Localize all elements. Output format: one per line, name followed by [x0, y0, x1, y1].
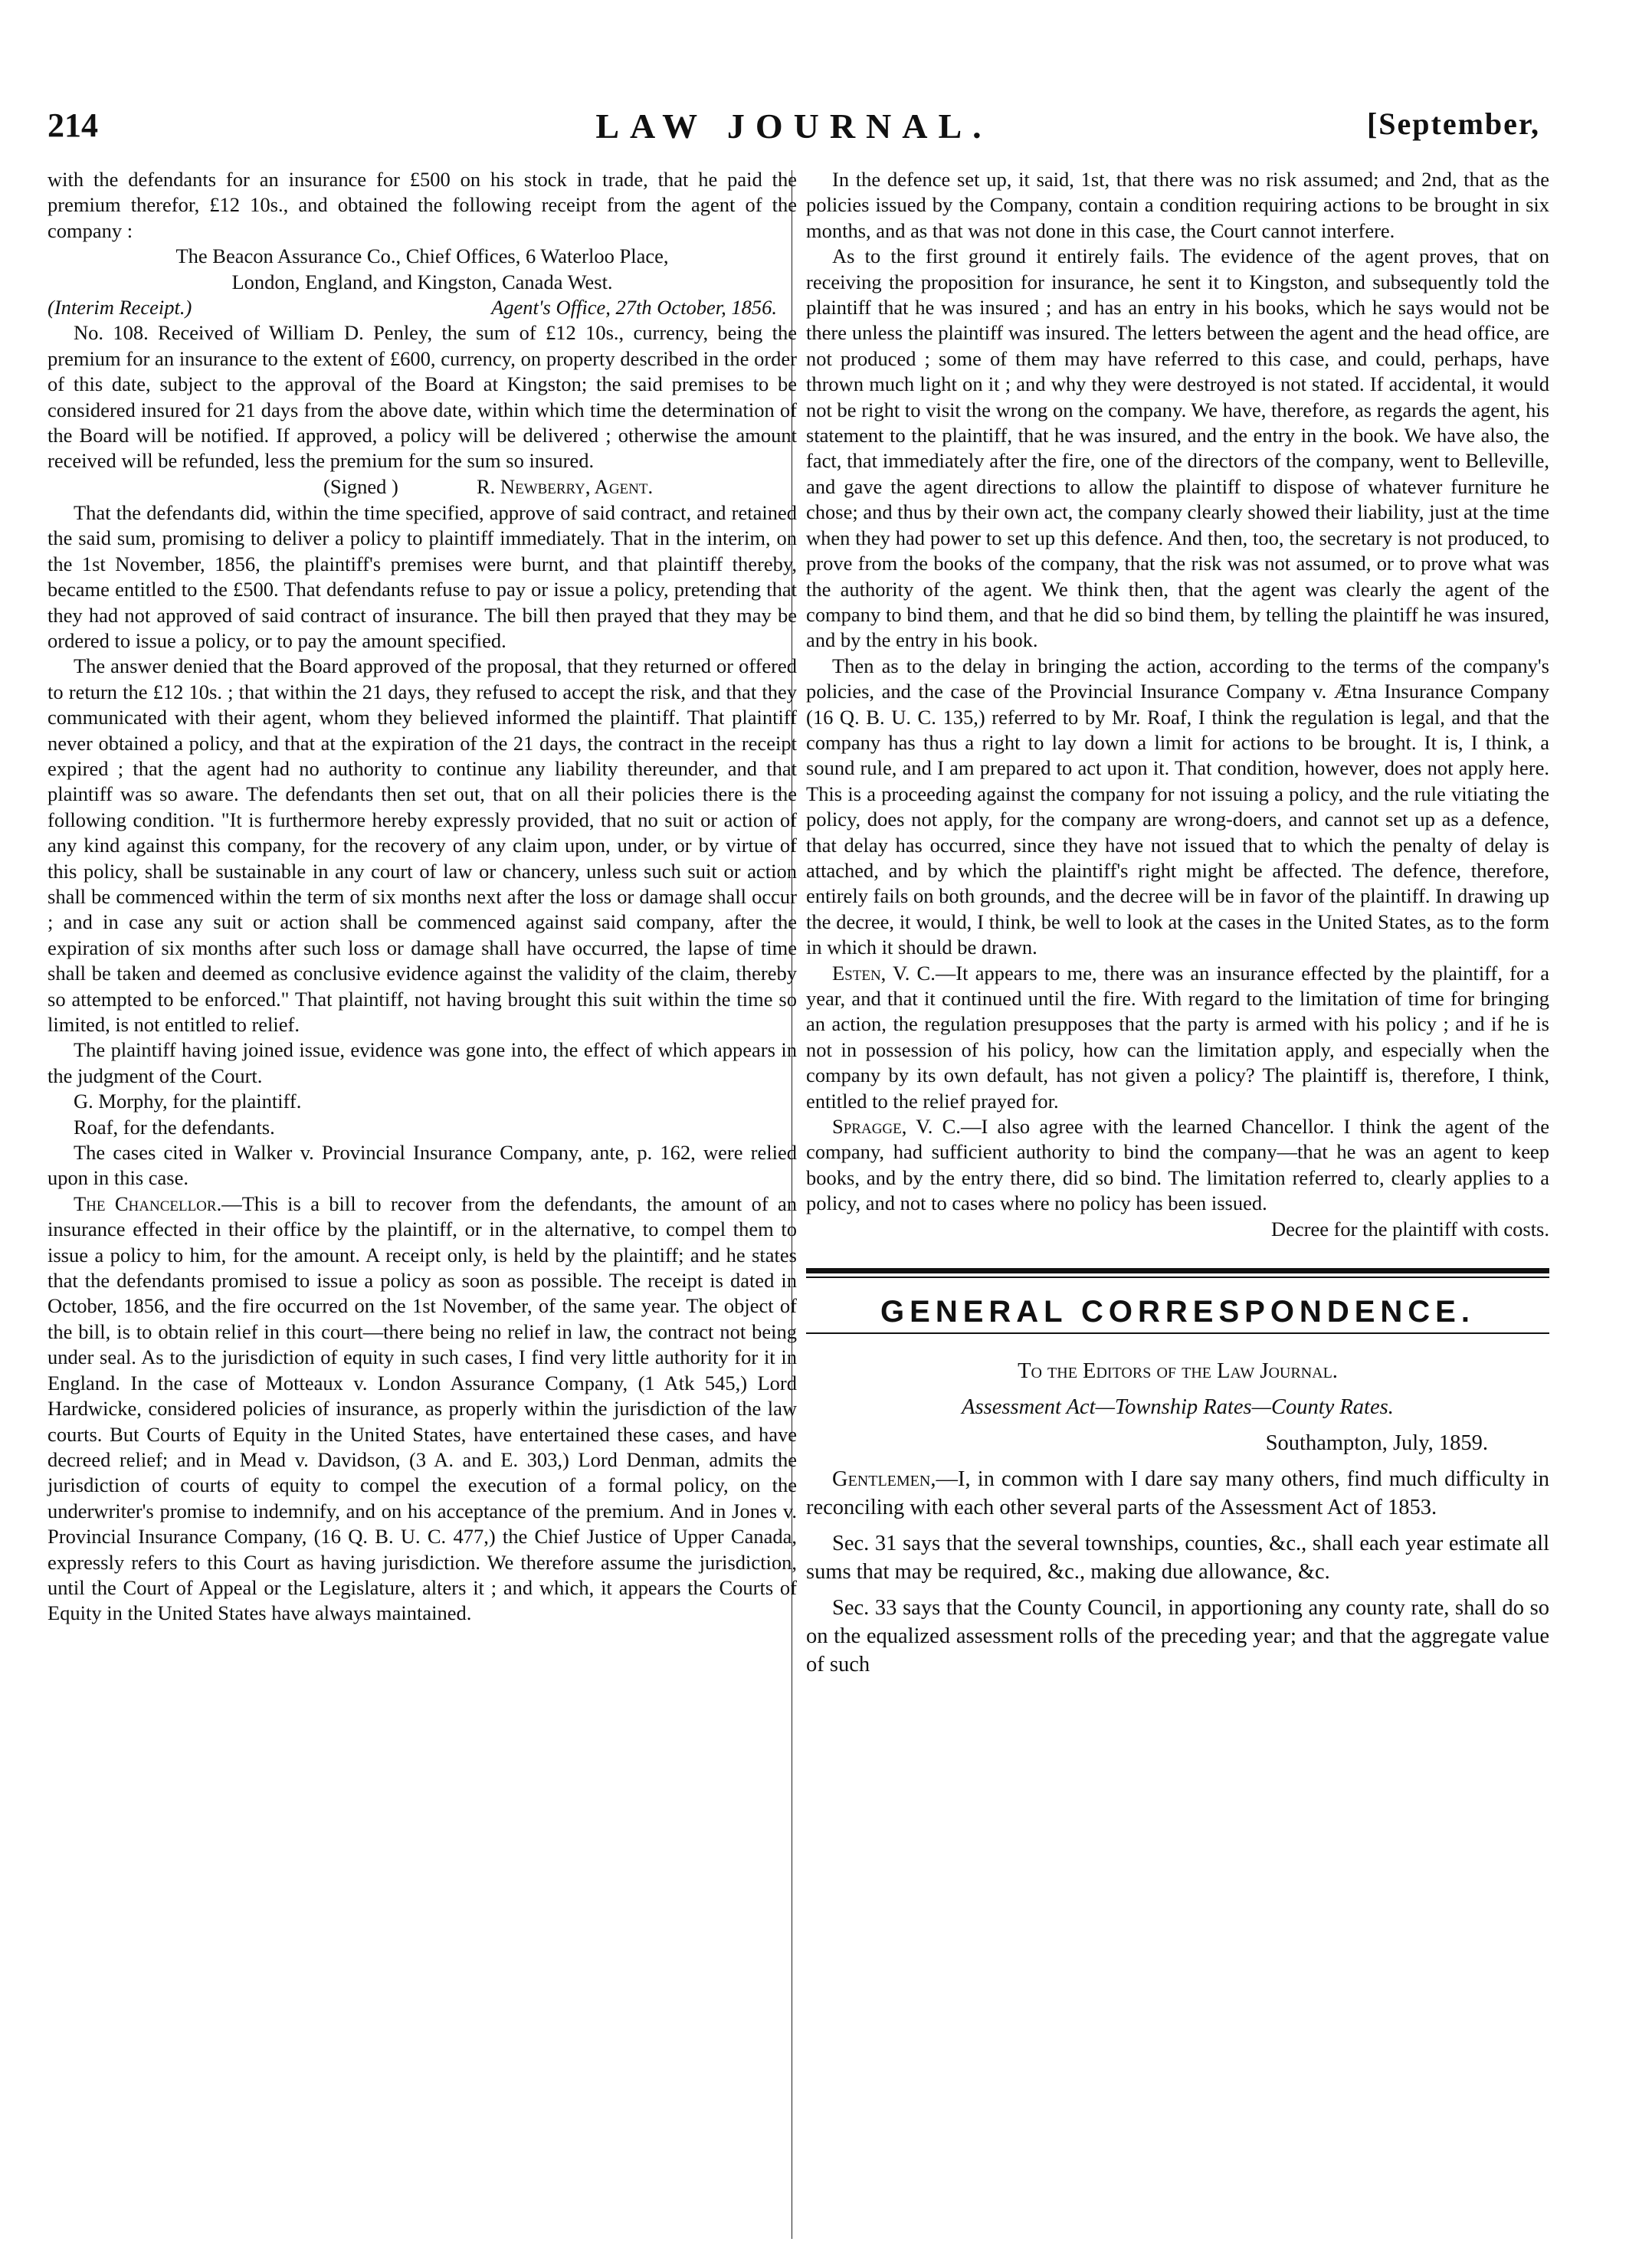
judge-name: Esten, V. C.	[832, 961, 936, 985]
letter-place-date: Southampton, July, 1859.	[1265, 1431, 1488, 1456]
receipt-address-line-1: The Beacon Assurance Co., Chief Offices, 6 Waterloo Place,	[175, 244, 669, 268]
paragraph: The plaintiff having joined issue, evidence was gone into, the effect of which appears in the judgment of the Court.	[48, 1038, 797, 1087]
page-header	[48, 106, 1540, 159]
letter-address: To the Editors of the Law Journal.	[1018, 1359, 1338, 1384]
right-column	[806, 167, 1549, 1686]
signature-line	[48, 474, 797, 500]
esten-judgment	[806, 961, 1549, 1114]
letter-paragraph	[806, 1465, 1549, 1522]
paragraph: The answer denied that the Board approved of the proposal, that they returned or offered to return the £12 10s. ; that within the 21 days, they refused to accept the risk, and that they communicated with their agent, whom they believed informed the plaintiff. That plaintiff never obtained a policy, and that at the expiration of the 21 days, the contract in the receipt expired ; that the agent had no authority to continue any liability thereunder, and that plaintiff was so aware. The defendants then set out, that on all their policies there is the following condition. "It is furthermore hereby expressly provided, that no suit or action of any kind against this company, for the recovery of any claim upon, under, or by virtue of this policy, shall be sustainable in any court of law or chancery, unless such suit or action shall be commenced within the term of six months next after the loss or damage shall occur ; and in case any suit or action shall be commenced against said company, after the expiration of six months after such loss or damage shall have occurred, the lapse of time shall be taken and deemed as conclusive evidence against the validity of the claim, thereby so attempted to be enforced." That plaintiff, not having brought this suit within the time so limited, is not entitled to relief.	[48, 654, 797, 1036]
judgment-text: —I also agree with the learned Chancellor. I think the agent of the company, had sufficient authority to bind the company—that he was an agent to keep books, and by the entry there, did so bind. The limitation referred to, clearly applies to a policy, and not to cases where no policy has been issued.	[806, 1115, 1549, 1215]
judge-name: Spragge, V. C.	[832, 1115, 961, 1139]
spragge-judgment	[806, 1114, 1549, 1217]
paragraph: As to the first ground it entirely fails. The evidence of the agent proves, that on receiving the proposition for insurance, he sent it to Kingston, and subsequently told the plaintiff that he was insured ; and has an entry in his books, which he says would not be there unless the plaintiff was insured. The letters between the agent and the head office, are not produced ; some of them may have referred to this case, and could, perhaps, have thrown much light on it ; and why they were destroyed is not stated. If accidental, it would not be right to visit the wrong on the company. We have, therefore, as regards the agent, his statement to the plaintiff, that he was insured, and the entry in the book. We have also, the fact, that immediately after the fire, one of the directors of the company, went to Belleville, and gave the agent directions to allow the plaintiff to dispose of whatever furniture he chose; and thus by their own act, the company clearly showed their liability, just at the time when they had power to set up this defence. And then, too, the secretary is not produced, to prove from the books of the company, that the risk was not assumed, or to prove what was the authority of the agent. We think then, that the agent was clearly the agent of the company to bind them, and that he did so bind them, by telling the plaintiff he was insured, and by the entry in his book.	[806, 244, 1549, 652]
heading-rule	[806, 1332, 1549, 1334]
receipt-text: No. 108. Received of William D. Penley, the sum of £12 10s., currency, being the premium for an insurance to the extent of £600, currency, on property described in the order of this date, subject to the approval of the Board at Kingston; the said premises to be considered insured for 21 days from the above date, within which time the determination of the Board will be notified. If approved, a policy will be delivered ; otherwise the amount received will be refunded, less the premium for the sum so insured.	[48, 321, 797, 473]
salutation: Gentlemen,	[832, 1467, 936, 1492]
paragraph: Then as to the delay in bringing the action, according to the terms of the company's policies, and the case of the Provincial Insurance Company v. Ætna Insurance Company (16 Q. B. U. C. 135,) referred to by Mr. Roaf, I think the regulation is legal, and that the company has thus a right to lay down a limit for actions to be brought. It is, I think, a sound rule, and I am prepared to act upon it. That condition, however, does not apply here. This is a proceeding against the company for not issuing a policy, and the rule vitiating the policy, does not apply, for the company are wrong-doers, and cannot set up as a defence, that delay has occurred, since they have not issued that to which the penalty of delay is attached, and by which the plaintiff's right might be affected. The defence, therefore, entirely fails on both grounds, and the decree will be in favor of the plaintiff. In drawing up the decree, it would, I think, be well to look at the cases in the United States, as to the form in which it should be drawn.	[806, 654, 1549, 959]
chancellor-judgment	[48, 1191, 797, 1627]
letter-paragraph: Sec. 31 says that the several townships, counties, &c., shall each year estimate all sums that may be required, &c., making due allowance, &c.	[806, 1532, 1549, 1585]
judge-name: The Chancellor.	[74, 1191, 222, 1215]
journal-title: LAW JOURNAL.	[595, 107, 992, 146]
judgment-text: —This is a bill to recover from the defendants, the amount of an insurance effected in their office by the plaintiff, or in the alternative, to compel them to issue a policy to him, for the amount. A receipt only, is held by the plaintiff; and he states that the defendants promised to issue a policy as soon as possible. The receipt is dated in October, 1856, and the fire occurred on the 1st November, of the same year. The object of the bill, is to obtain relief in this court—there being no relief in law, the contract not being under seal. As to the jurisdiction of equity in such cases, I find very little authority for it in England. In the case of Motteaux v. London Assurance Company, (1 Atk 545,) Lord Hardwicke, considered policies of insurance, as properly within the jurisdiction of the law courts. But Courts of Equity in the United States, have entertained these cases, and have decreed relief; and in Mead v. Davidson, (3 A. and E. 303,) Lord Denman, admits the jurisdiction of courts of equity to compel the execution of a formal policy, on the underwriter's promise to indemnify, and on his acceptance of the premium. And in Jones v. Provincial Insurance Company, (16 Q. B. U. C. 477,) the Chief Justice of Upper Canada, expressly refers to this Court as having jurisdiction. We therefore assume the jurisdiction, until the Court of Appeal or the Legislature, alters it ; and which, it appears the Courts of Equity in the United States have always maintained.	[48, 1191, 797, 1625]
section-rule-thick	[806, 1268, 1549, 1273]
paragraph: In the defence set up, it said, 1st, that there was no risk assumed; and 2nd, that as the policies issued by the Company, contain a condition requiring actions to be brought in six months, and as that was not done in this case, the Court cannot interfere.	[806, 168, 1549, 242]
letter-text: —I, in common with I dare say many others, find much difficulty in reconciling with each other several parts of the Assessment Act of 1853.	[806, 1467, 1549, 1520]
letter-subject-text: Assessment Act—Township Rates—County Rates.	[962, 1395, 1394, 1420]
section-rule-thin	[806, 1277, 1549, 1278]
paragraph: with the defendants for an insurance for £500 on his stock in trade, that he paid the premium therefor, £12 10s., and obtained the following receipt from the agent of the company :	[48, 168, 797, 242]
interim-receipt-label: (Interim Receipt.)	[48, 296, 192, 320]
paragraph: The cases cited in Walker v. Provincial Insurance Company, ante, p. 162, were relied upon in this case.	[48, 1141, 797, 1190]
letter-subject	[806, 1393, 1549, 1421]
counsel-defendants: Roaf, for the defendants.	[74, 1115, 275, 1139]
running-month: [September,	[1366, 107, 1540, 141]
page-number: 214	[48, 107, 98, 144]
counsel-plaintiff: G. Morphy, for the plaintiff.	[74, 1090, 302, 1113]
paragraph: That the defendants did, within the time specified, approve of said contract, and retained the said sum, promising to deliver a policy to plaintiff immediately. That in the interim, on the 1st November, 1856, the plaintiff's premises were burnt, and that plaintiff thereby, became entitled to the £500. That defendants refuse to pay or issue a policy, pretending that they had not approved of said contract of insurance. The bill then prayed that they may be ordered to issue a policy, or to pay the amount specified.	[48, 500, 797, 652]
receipt-address-line-2: London, England, and Kingston, Canada West.	[231, 270, 613, 293]
left-column	[48, 167, 797, 1627]
letter-paragraph: Sec. 33 says that the County Council, in apportioning any county rate, shall do so on the equalized assessment rolls of the preceding year; and that the aggregate value of such	[806, 1596, 1549, 1677]
section-heading: GENERAL CORRESPONDENCE.	[880, 1295, 1475, 1329]
agent-office-date: Agent's Office, 27th October, 1856.	[491, 296, 777, 320]
signed-label: (Signed )	[323, 474, 398, 498]
judgment-text: —It appears to me, there was an insurance effected by the plaintiff, for a year, and that it continued until the fire. With regard to the limitation of time for bringing an action, the regulation presupposes that the party is armed with his policy ; and if he is not in possession of his policy, how can the limitation apply, and especially when the company by its own default, has not given a policy? The plaintiff is, therefore, I think, entitled to the relief prayed for.	[806, 961, 1549, 1113]
correspondence-body	[806, 1357, 1549, 1679]
agent-signature: R. Newberry, Agent.	[477, 474, 654, 498]
decree-line: Decree for the plaintiff with costs.	[1270, 1217, 1549, 1240]
receipt-heading	[48, 295, 797, 320]
